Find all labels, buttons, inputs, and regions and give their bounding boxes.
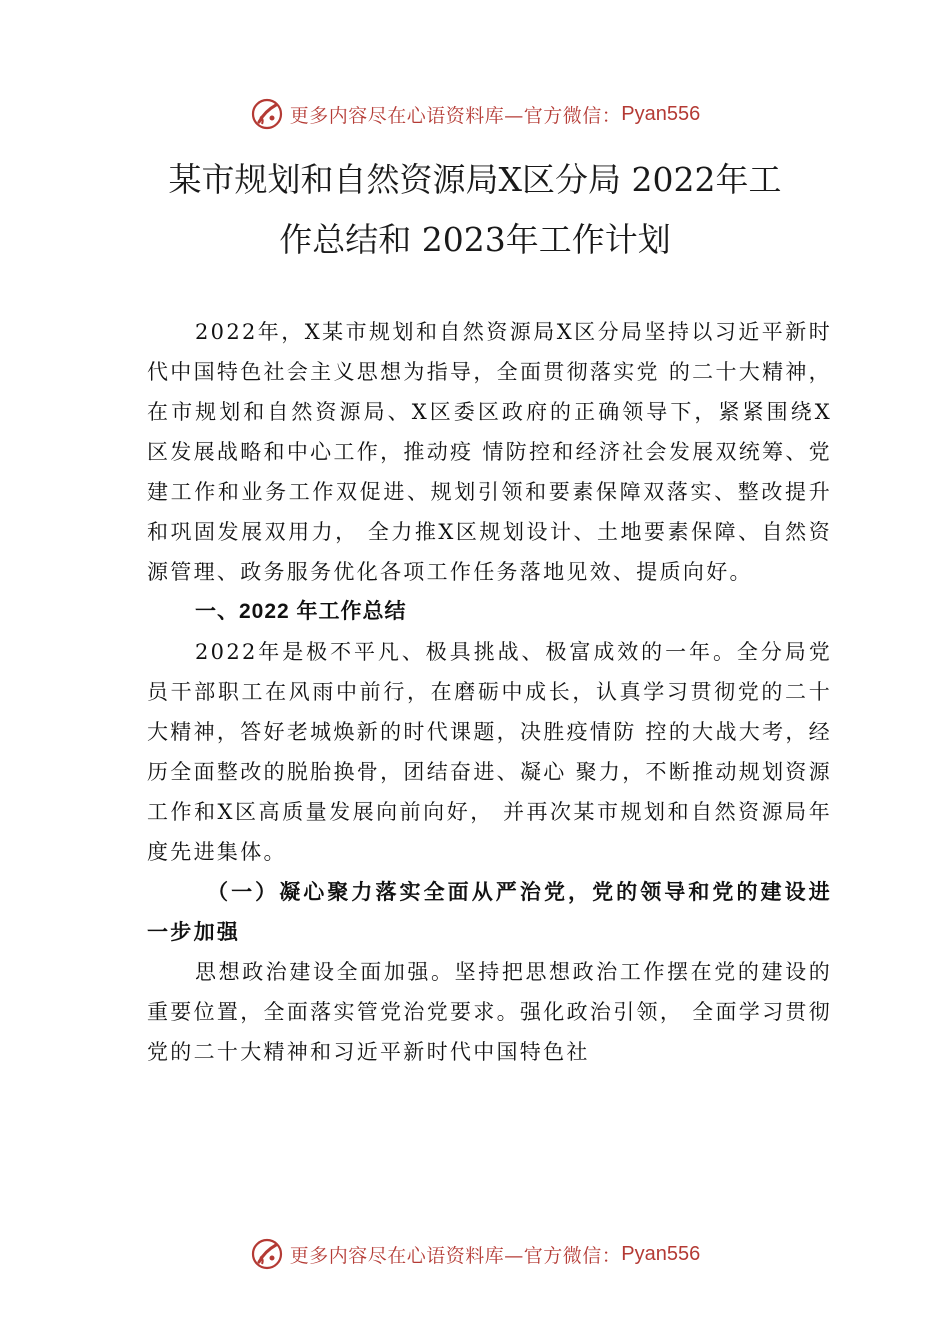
footer-watermark-banner <box>0 1234 950 1274</box>
header-watermark-banner <box>0 94 950 134</box>
subsection-heading: （一）凝心聚力落实全面从严治党，党的领导和党的建设进一步加强 <box>147 879 832 944</box>
summary-paragraph: 2022年是极不平凡、极具挑战、极富成效的一年。全分局党员干部职工在风雨中前行，在磨砺中成长，认真学习贯彻党的二十大精神，答好老城焕新的时代课题，决胜疫情防 控的大战大考，经历全面整改的脱胎换骨，团结奋进、凝心 聚力，不断推动规划资源工作和X区高质量发展向前向好， 并再次某市规划和自然资源局年度先进集体。 <box>147 640 832 864</box>
brush-logo-icon <box>250 97 284 131</box>
title-line-2: 作总结和 2023年工作计划 <box>279 220 671 259</box>
banner-text: 更多内容尽在心语资料库—官方微信： <box>289 104 622 127</box>
intro-paragraph: 2022年，X某市规划和自然资源局X区分局坚持以习近平新时代中国特色社会主义思想为指导，全面贯彻落实党 的二十大精神，在市规划和自然资源局、X区委区政府的正确领导下，紧紧围绕X区发展战略和中心工作，推动疫 情防控和经济社会发展双统筹、党建工作和业务工作双促进、规划引领和要素保障双落实、整改提升和巩固发展双用力， 全力推X区规划设计、土地要素保障、自然资源管理、政务服务优化各项工作任务落地见效、提质向好。 <box>147 320 832 584</box>
document-title <box>120 150 830 270</box>
title-line-1: 某市规划和自然资源局X区分局 2022年工 <box>168 160 782 199</box>
body-paragraph: 思想政治建设全面加强。坚持把思想政治工作摆在党的建设的重要位置，全面落实管党治党要求。强化政治引领， 全面学习贯彻党的二十大精神和习近平新时代中国特色社 <box>147 960 832 1064</box>
brush-logo-icon <box>250 1237 284 1271</box>
banner-text: 更多内容尽在心语资料库—官方微信： <box>289 1244 622 1267</box>
banner-wechat-id: Pyan556 <box>621 1242 701 1265</box>
section-heading: 一、2022 年工作总结 <box>195 600 407 623</box>
document-body <box>147 312 832 1072</box>
banner-wechat-id: Pyan556 <box>621 102 701 125</box>
